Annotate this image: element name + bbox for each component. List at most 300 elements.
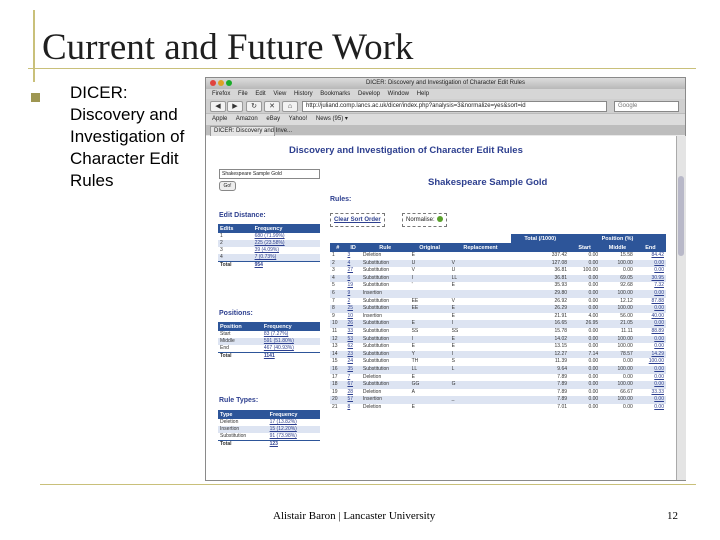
table-cell: Substitution <box>361 381 410 389</box>
frequency-link[interactable]: 7 (0.73%) <box>254 254 277 260</box>
table-cell <box>345 343 360 351</box>
column-header[interactable] <box>511 243 569 252</box>
go-button[interactable]: Go! <box>219 181 236 191</box>
table-row <box>330 381 666 389</box>
table-cell: 5 <box>332 282 335 289</box>
table-cell: 0.00 <box>588 403 599 410</box>
table-cell: 11 <box>332 327 338 334</box>
table-cell: 0.00 <box>623 373 633 380</box>
total-link[interactable]: 1141 <box>263 353 275 359</box>
bookmarks-bar <box>206 113 685 125</box>
total-link[interactable]: 123 <box>269 441 278 447</box>
table-cell: 4 <box>330 275 345 283</box>
table-cell: 100.00 <box>600 396 635 404</box>
frequency-link[interactable]: 17 (13.82%) <box>269 419 297 425</box>
table-row <box>330 282 666 290</box>
table-cell: 1 <box>220 233 223 239</box>
page-number: 12 <box>667 510 678 522</box>
frequency-link[interactable]: 83 (7.27%) <box>263 331 289 337</box>
table-row <box>330 396 666 404</box>
table-cell: 18 <box>330 381 345 389</box>
header-spacer <box>330 234 511 243</box>
table-row <box>330 374 666 382</box>
frequency-link[interactable]: 39 (4.09%) <box>254 247 280 253</box>
table-cell: U <box>451 267 456 274</box>
table-cell: 10 <box>330 320 345 328</box>
table-cell <box>635 320 666 328</box>
menu-help[interactable]: Help <box>416 91 430 97</box>
end-link[interactable]: 0.00 <box>654 343 664 350</box>
table-cell <box>345 275 360 283</box>
table-cell: Deletion <box>362 403 382 410</box>
rules-label: Rules: <box>330 196 352 203</box>
table-cell: 11.39 <box>554 358 568 365</box>
table-cell: Deletion <box>362 373 382 380</box>
end-link[interactable]: 0.00 <box>654 381 664 388</box>
table-row <box>330 305 666 313</box>
table-cell: 100.00 <box>600 305 635 313</box>
table-cell <box>345 374 360 382</box>
table-cell: 21.91 <box>554 312 568 319</box>
frequency-link[interactable]: 680 (71.99%) <box>254 233 285 239</box>
table-cell: EE <box>411 297 419 304</box>
table-cell <box>635 267 666 275</box>
reload-button-icon[interactable]: ↻ <box>246 101 262 112</box>
table-cell <box>635 358 666 366</box>
end-link[interactable]: 0.00 <box>654 267 664 274</box>
normalise-label: Normalise: <box>406 217 435 223</box>
table-cell: 56.00 <box>620 312 633 319</box>
table-cell: EE <box>410 305 450 313</box>
table-cell: 16.65 <box>511 320 569 328</box>
table-cell: E <box>410 320 450 328</box>
menu-bookmarks[interactable]: Bookmarks <box>320 91 351 97</box>
column-header[interactable]: Original <box>410 243 450 252</box>
stop-button-icon[interactable]: ✕ <box>264 101 280 112</box>
table-cell: 15.58 <box>620 252 633 258</box>
minimize-window-icon[interactable] <box>218 80 224 86</box>
column-header[interactable]: Edits <box>218 224 253 233</box>
table-cell: Deletion <box>362 388 382 395</box>
bookmark-yahoo[interactable]: Yahoo! <box>288 116 308 122</box>
table-row <box>330 275 666 283</box>
scrollbar-thumb[interactable] <box>678 176 684 256</box>
table-cell: E <box>451 343 455 350</box>
vertical-scrollbar[interactable] <box>676 136 686 480</box>
clear-sort-link[interactable]: Clear Sort Order <box>334 217 381 223</box>
end-link[interactable]: 0.00 <box>654 335 664 342</box>
rule-id-link[interactable]: 26 <box>347 320 353 327</box>
table-cell <box>635 252 666 260</box>
total-label: Total <box>218 441 268 449</box>
table-cell: Insertion <box>218 426 268 433</box>
table-cell: 8 <box>330 305 345 313</box>
frequency-link[interactable]: 225 (23.58%) <box>254 240 285 246</box>
home-button-icon[interactable]: ⌂ <box>282 101 298 112</box>
table-cell <box>450 290 512 298</box>
table-cell <box>410 313 450 321</box>
table-cell: ' <box>411 282 413 289</box>
table-cell <box>635 351 666 359</box>
rule-id-link[interactable]: 4 <box>347 259 351 266</box>
table-row <box>330 298 666 306</box>
table-cell: 3 <box>332 267 335 274</box>
dataset-select[interactable]: Shakespeare Sample Gold <box>219 169 320 179</box>
menu-edit[interactable]: Edit <box>255 91 266 97</box>
table-cell: 9 <box>332 312 335 319</box>
rule-id-link[interactable]: 10 <box>347 312 353 319</box>
table-cell: E <box>450 305 512 313</box>
bookmark-ebay[interactable]: eBay <box>266 116 281 122</box>
navigation-toolbar <box>206 99 685 113</box>
table-cell: 0.00 <box>623 267 633 274</box>
positions-label: Positions: <box>219 310 253 317</box>
bookmark-apple[interactable]: Apple <box>212 116 228 122</box>
table-cell <box>635 389 666 397</box>
rule-id-link[interactable]: 62 <box>347 343 353 350</box>
table-cell: 7.89 <box>557 388 568 395</box>
table-cell: 14.02 <box>511 336 569 344</box>
bookmark-news[interactable]: News (95) ▾ <box>315 116 348 122</box>
end-link[interactable]: 0.00 <box>654 403 664 410</box>
table-cell: Substitution <box>362 267 390 274</box>
tab-dicer[interactable]: DICER: Discovery and Inve... <box>210 126 275 136</box>
table-row <box>330 336 666 344</box>
end-link[interactable]: 0.00 <box>654 305 664 312</box>
table-cell <box>345 389 360 397</box>
menu-history[interactable]: History <box>293 91 313 97</box>
rule-types-label: Rule Types: <box>219 397 259 404</box>
column-header[interactable]: Type <box>218 410 268 419</box>
dataset-heading: Shakespeare Sample Gold <box>428 177 548 188</box>
table-cell: 100.00 <box>600 366 635 374</box>
end-link[interactable]: 0.00 <box>654 320 664 327</box>
table-cell: 100.00 <box>600 290 635 298</box>
rule-id-link[interactable]: 53 <box>347 335 353 342</box>
end-link[interactable]: 84.42 <box>651 252 664 258</box>
rule-id-link[interactable]: 9 <box>347 289 351 296</box>
bookmark-amazon[interactable]: Amazon <box>235 116 258 122</box>
table-cell: E <box>411 373 415 380</box>
page-content <box>206 136 676 480</box>
table-cell <box>345 351 360 359</box>
end-link[interactable]: 0.00 <box>654 365 664 372</box>
table-cell: Substitution <box>361 305 410 313</box>
table-cell: Substitution <box>362 343 390 350</box>
table-cell <box>450 374 512 382</box>
table-cell: U <box>410 260 450 268</box>
table-cell: 0.00 <box>588 358 599 365</box>
table-cell: Substitution <box>220 433 247 439</box>
bullet-text: DICER: Discovery and Investigation of Character Edit Rules <box>70 83 185 190</box>
browser-window <box>205 77 686 481</box>
end-link[interactable]: 0.00 <box>654 259 664 266</box>
rule-id-link[interactable]: 6 <box>347 274 351 281</box>
table-cell: Substitution <box>361 275 410 283</box>
table-cell: 7.01 <box>557 403 568 410</box>
column-header-position-group[interactable]: Position (%) <box>569 234 666 243</box>
table-cell <box>635 366 666 374</box>
table-cell: 15.78 <box>554 327 568 334</box>
end-link[interactable]: 33.33 <box>651 388 664 395</box>
table-cell: Insertion <box>361 290 410 298</box>
close-window-icon[interactable] <box>210 80 216 86</box>
table-cell: 15 <box>332 358 338 365</box>
bullet-square-icon <box>31 93 40 102</box>
frequency-link[interactable]: 91 (73.98%) <box>269 433 297 439</box>
table-cell <box>345 267 360 275</box>
table-cell: E <box>411 252 415 258</box>
table-cell <box>635 298 666 306</box>
end-link[interactable]: 87.88 <box>651 297 664 304</box>
table-cell: Deletion <box>362 252 382 258</box>
rule-types-table <box>218 410 320 448</box>
rule-id-link[interactable]: 2 <box>347 297 351 304</box>
table-cell: E <box>411 403 415 410</box>
table-cell <box>635 396 666 404</box>
table-cell: LL <box>450 275 512 283</box>
column-header[interactable]: End <box>635 243 666 252</box>
slide-title: Current and Future Work <box>42 27 414 68</box>
table-cell: I <box>410 275 450 283</box>
back-button-icon[interactable]: ◀ <box>210 101 226 112</box>
table-cell: I <box>450 320 512 328</box>
end-link[interactable]: 40.00 <box>651 312 664 319</box>
table-cell: 0.00 <box>588 282 599 289</box>
table-cell <box>345 396 360 404</box>
table-cell: 7.89 <box>511 381 569 389</box>
forward-button-icon[interactable]: ▶ <box>227 101 243 112</box>
table-cell: LL <box>410 366 450 374</box>
table-cell <box>345 282 360 290</box>
window-controls[interactable] <box>210 80 234 91</box>
table-cell <box>635 374 666 382</box>
table-cell: 0.00 <box>569 290 600 298</box>
menu-view[interactable]: View <box>273 91 287 97</box>
table-cell: 6 <box>330 290 345 298</box>
table-row <box>330 389 666 397</box>
column-header[interactable]: Frequency <box>253 224 320 233</box>
table-cell: 0.00 <box>588 388 599 395</box>
column-header[interactable]: Start <box>569 243 600 252</box>
footer-rule <box>40 484 696 485</box>
table-row <box>330 252 666 260</box>
table-cell: 92.68 <box>620 282 633 289</box>
table-cell: 100.00 <box>617 343 633 350</box>
frequency-link[interactable]: 467 (40.93%) <box>263 345 294 351</box>
table-cell: 1 <box>332 252 335 258</box>
table-cell: L <box>450 366 512 374</box>
table-cell: 0.00 <box>588 327 599 334</box>
table-cell: I <box>450 351 512 359</box>
table-cell: Substitution <box>361 320 410 328</box>
total-link[interactable]: 954 <box>254 262 263 268</box>
table-cell: 21.05 <box>600 320 635 328</box>
table-cell: E <box>451 312 455 319</box>
table-cell: 0.00 <box>569 336 600 344</box>
table-cell: 2 <box>218 240 253 247</box>
end-link[interactable]: 0.00 <box>654 373 664 380</box>
table-cell: 0.00 <box>588 343 599 350</box>
table-cell: 0.00 <box>623 403 633 410</box>
zoom-window-icon[interactable] <box>226 80 232 86</box>
table-cell <box>635 275 666 283</box>
rule-id-link[interactable]: 67 <box>347 381 353 388</box>
end-link[interactable]: 7.32 <box>654 282 664 289</box>
table-cell: 2 <box>330 260 345 268</box>
table-cell <box>345 305 360 313</box>
table-row <box>330 404 666 412</box>
column-header[interactable]: Position <box>218 322 262 331</box>
table-cell: SS <box>451 327 459 334</box>
table-cell <box>450 389 512 397</box>
table-cell: GG <box>410 381 450 389</box>
table-cell: SS <box>411 327 419 334</box>
table-cell <box>635 336 666 344</box>
tab-bar <box>206 125 685 135</box>
table-cell: Substitution <box>361 336 410 344</box>
column-header[interactable]: Frequency <box>262 322 320 331</box>
clear-sort-box <box>330 213 385 227</box>
column-header[interactable]: Replacement <box>450 243 512 252</box>
table-cell: 26.92 <box>554 297 568 304</box>
total-label: Total <box>218 353 262 361</box>
menu-firefox[interactable]: Firefox <box>212 91 231 97</box>
table-cell: End <box>220 345 229 351</box>
menu-window[interactable]: Window <box>387 91 410 97</box>
table-cell <box>345 366 360 374</box>
table-cell: 36.81 <box>511 275 569 283</box>
table-cell: 0.00 <box>569 275 600 283</box>
table-cell: 12.27 <box>511 351 569 359</box>
table-cell: Middle <box>218 338 262 345</box>
table-cell: 36.81 <box>554 267 568 274</box>
column-header[interactable]: # <box>330 243 345 252</box>
end-link[interactable]: 0.00 <box>654 289 664 296</box>
end-link[interactable]: 88.89 <box>651 327 664 334</box>
table-row <box>330 313 666 321</box>
end-link[interactable]: 14.29 <box>651 350 664 357</box>
rule-id-link[interactable]: 33 <box>347 327 353 334</box>
decorative-vertical-rule <box>33 10 35 82</box>
table-cell: 19 <box>332 388 338 395</box>
window-title: DICER: Discovery and Investigation of Character Edit Rules <box>365 80 526 86</box>
table-cell: 0.00 <box>569 260 600 268</box>
table-cell: _ <box>450 396 512 404</box>
rule-id-link[interactable]: 28 <box>347 388 353 395</box>
table-cell: G <box>450 381 512 389</box>
table-cell: Deletion <box>220 419 239 425</box>
normalise-box <box>402 213 447 227</box>
table-cell <box>345 320 360 328</box>
table-cell: 0.00 <box>569 381 600 389</box>
table-cell: Start <box>220 331 231 337</box>
rule-id-link[interactable]: 24 <box>347 358 353 365</box>
address-bar[interactable]: http://juliand.comp.lancs.ac.uk/dicer/index.php?analysis=3&normalize=yes&sort=id <box>302 101 607 112</box>
column-header[interactable]: Rule <box>361 243 410 252</box>
table-cell: 78.57 <box>600 351 635 359</box>
table-cell: A <box>411 388 415 395</box>
search-input[interactable]: Google <box>614 101 679 112</box>
table-cell <box>635 260 666 268</box>
table-cell: Y <box>410 351 450 359</box>
browser-titlebar <box>206 78 685 89</box>
table-cell <box>345 252 360 260</box>
table-cell: 0.00 <box>569 366 600 374</box>
slide-footer: Alistair Baron | Lancaster University <box>273 510 436 522</box>
table-cell: 0.00 <box>569 305 600 313</box>
table-cell <box>635 305 666 313</box>
rule-id-link[interactable]: 57 <box>347 396 353 403</box>
rule-id-link[interactable]: 3 <box>347 252 351 258</box>
table-cell: 7.14 <box>569 351 600 359</box>
table-row <box>330 351 666 359</box>
rule-id-link[interactable]: 27 <box>347 267 353 274</box>
table-cell: S <box>451 358 455 365</box>
total-label: Total <box>218 262 253 270</box>
table-cell <box>345 404 360 412</box>
table-cell: V <box>451 297 455 304</box>
table-cell: 100.00 <box>600 381 635 389</box>
table-cell: Substitution <box>362 327 390 334</box>
rule-id-link[interactable]: 23 <box>347 350 353 357</box>
table-cell: 13 <box>332 343 338 350</box>
table-cell: 100.00 <box>600 336 635 344</box>
table-cell: Insertion <box>362 312 383 319</box>
table-cell: Substitution <box>362 358 390 365</box>
table-cell: 7 <box>332 297 335 304</box>
table-cell <box>345 381 360 389</box>
table-row <box>330 366 666 374</box>
table-cell <box>450 252 512 260</box>
frequency-link[interactable]: 591 (51.80%) <box>263 338 294 344</box>
column-header[interactable]: Middle <box>600 243 635 252</box>
table-cell: 337.42 <box>551 252 568 258</box>
frequency-link[interactable]: 15 (12.20%) <box>269 426 297 432</box>
table-cell: Substitution <box>362 297 390 304</box>
table-cell: 69.05 <box>600 275 635 283</box>
table-cell <box>345 328 360 336</box>
table-cell: I <box>410 336 450 344</box>
column-header-total-group[interactable]: Total (/1000) <box>511 234 569 243</box>
table-cell: 20 <box>330 396 345 404</box>
table-cell <box>635 290 666 298</box>
rules-table <box>330 234 666 411</box>
table-row <box>330 343 666 351</box>
rule-id-link[interactable]: 25 <box>347 305 353 312</box>
end-link[interactable]: 0.00 <box>654 396 664 403</box>
table-cell <box>635 313 666 321</box>
end-link[interactable]: 30.95 <box>651 274 664 281</box>
end-link[interactable]: 100.00 <box>648 358 664 365</box>
table-cell: 0.00 <box>623 358 633 365</box>
table-cell: 3 <box>220 247 223 253</box>
table-cell: 0.00 <box>588 297 599 304</box>
normalise-check-icon[interactable] <box>437 216 443 222</box>
rule-id-link[interactable]: 8 <box>347 403 351 410</box>
table-cell: 100.00 <box>600 260 635 268</box>
rule-id-link[interactable]: 35 <box>347 365 353 372</box>
edit-distance-table <box>218 224 320 269</box>
menu-file[interactable]: File <box>238 91 248 97</box>
page-heading: Discovery and Investigation of Character Edit Rules <box>289 145 523 156</box>
rule-id-link[interactable]: 7 <box>347 373 351 380</box>
rule-id-link[interactable]: 19 <box>347 282 353 289</box>
menu-develop[interactable]: Develop <box>357 91 380 97</box>
column-header[interactable]: ID <box>345 243 360 252</box>
table-cell: 13.15 <box>554 343 568 350</box>
column-header[interactable]: Frequency <box>268 410 320 419</box>
